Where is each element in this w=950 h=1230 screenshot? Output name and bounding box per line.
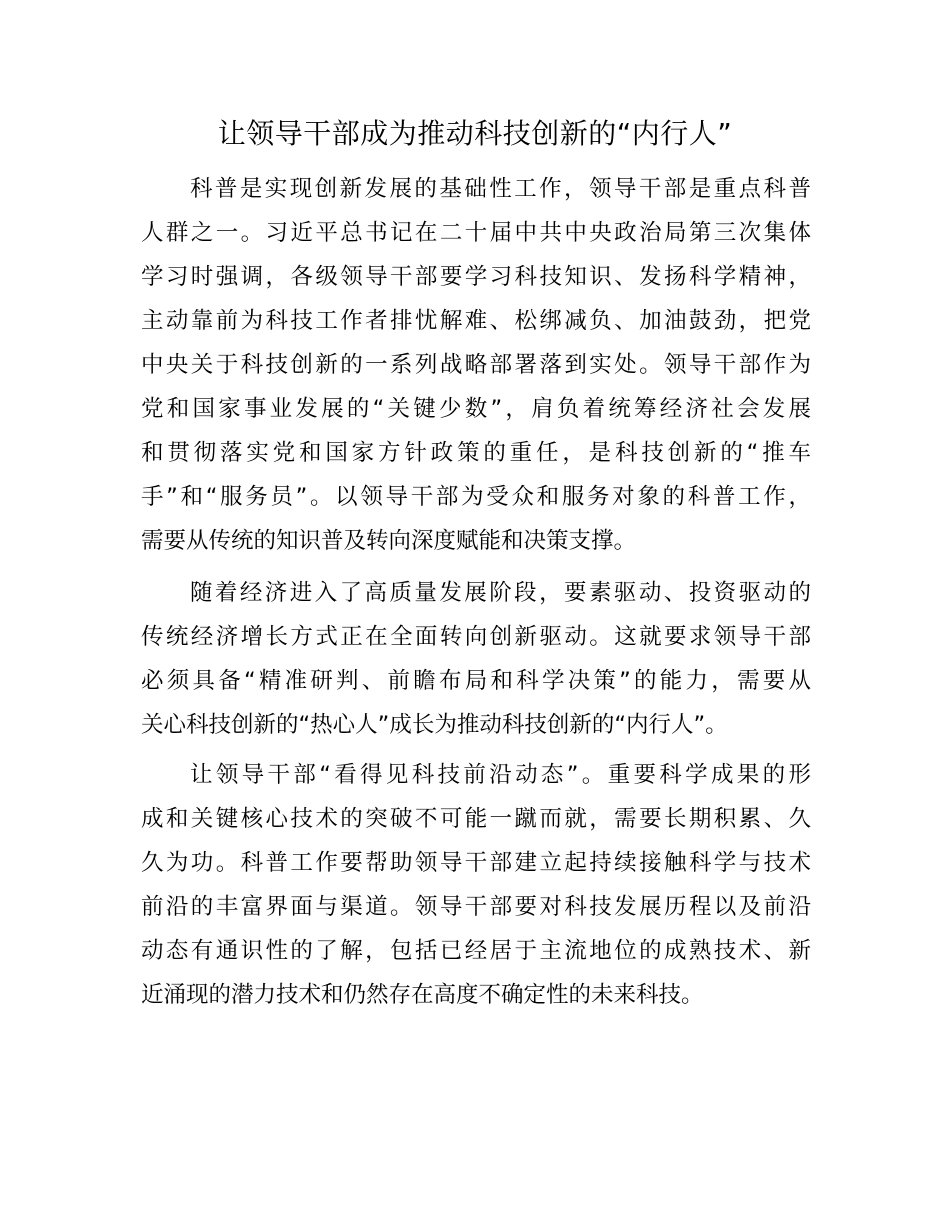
text-line: 科普是实现创新发展的基础性工作，领导干部是重点科普 [190, 176, 811, 202]
text-line: 主动靠前为科技工作者排忧解难、松绑减负、加油鼓劲，把党 [141, 308, 811, 334]
text-line: 传统经济增长方式正在全面转向创新驱动。这就要求领导干部 [141, 624, 811, 650]
text-line: 需要从传统的知识普及转向深度赋能和决策支撑。 [141, 528, 637, 554]
text-line: 近涌现的潜力技术和仍然存在高度不确定性的未来科技。 [141, 982, 704, 1008]
text-line: 手”和“服务员”。以领导干部为受众和服务对象的科普工作， [141, 484, 811, 510]
text-line: 随着经济进入了高质量发展阶段，要素驱动、投资驱动的 [190, 580, 811, 606]
text-line: 人群之一。习近平总书记在二十届中共中央政治局第三次集体 [141, 220, 811, 246]
text-line: 中央关于科技创新的一系列战略部署落到实处。领导干部作为 [141, 352, 811, 378]
text-line: 关心科技创新的“热心人”成长为推动科技创新的“内行人”。 [141, 712, 728, 738]
text-line: 久为功。科普工作要帮助领导干部建立起持续接触科学与技术 [141, 850, 811, 876]
text-line: 成和关键核心技术的突破不可能一蹴而就，需要长期积累、久 [141, 806, 811, 832]
text-line: 学习时强调，各级领导干部要学习科技知识、发扬科学精神， [141, 264, 811, 290]
text-line: 让领导干部“看得见科技前沿动态”。重要科学成果的形 [190, 762, 811, 788]
text-line: 和贯彻落实党和国家方针政策的重任，是科技创新的“推车 [141, 440, 811, 466]
text-line: 党和国家事业发展的“关键少数”，肩负着统筹经济社会发展 [141, 396, 811, 422]
text-line: 前沿的丰富界面与渠道。领导干部要对科技发展历程以及前沿 [141, 894, 811, 920]
document-title: 让领导干部成为推动科技创新的“内行人” [217, 117, 733, 150]
text-line: 必须具备“精准研判、前瞻布局和科学决策”的能力，需要从 [141, 668, 811, 694]
text-line: 动态有通识性的了解，包括已经居于主流地位的成熟技术、新 [141, 938, 811, 964]
